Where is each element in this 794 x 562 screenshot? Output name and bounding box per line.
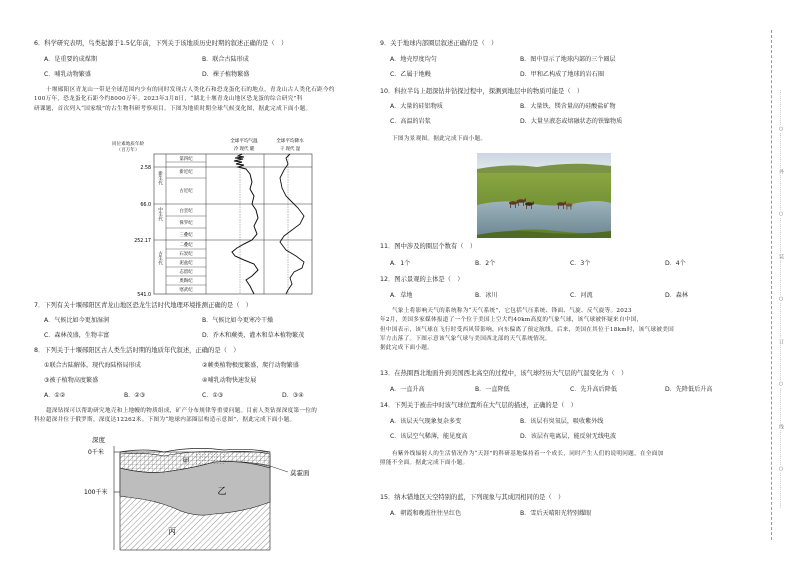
q9-option-a: A．地壳厚度均匀 xyxy=(390,56,437,63)
depth-label: 深度 xyxy=(92,436,105,444)
period-label: 白垩纪 xyxy=(179,209,193,214)
chart-ylabel xyxy=(112,140,145,153)
age-label: 66.0 xyxy=(140,203,151,208)
q8-item-2: ②蕨类植物极度繁盛，爬行动物繁盛 xyxy=(202,362,299,369)
age-label: 541.0 xyxy=(137,293,151,296)
period-label: 二叠纪 xyxy=(179,243,193,248)
passage-line: 气象上将影响天气的系统称为“天气系统”，它包括气压系统、锋面、气旋、反气旋等。2023 xyxy=(392,308,632,314)
q10-stem: 10．科拉半岛上超深钻井钻探过程中，探测到地层中的物质可能是（ ） xyxy=(380,88,584,95)
period-label: 古近纪 xyxy=(179,189,193,194)
temp-label: 全球平均气温 xyxy=(230,139,258,144)
temperature-curve xyxy=(232,154,258,294)
q12-option-c: C．河流 xyxy=(570,292,593,299)
precipitation-curve xyxy=(280,154,304,294)
period-label: 第四纪 xyxy=(179,157,193,162)
label-jia: 甲 xyxy=(182,457,190,465)
q8-item-3: ③被子植物高度繁盛 xyxy=(44,377,99,384)
q8-item-4: ④哺乳动物快速发展 xyxy=(202,377,257,384)
period-label: 奥陶纪 xyxy=(179,279,193,284)
era-label: 中生代 xyxy=(157,207,163,221)
passage-line: 但中国表示，该气球在飞行时受西风带影响，向东偏离了预定航线。后来，美国在其位于18km时，该气球被美国 xyxy=(380,326,675,333)
q8-stem: 8．下列关于十堰郧阳区古人类生活时期的地质年代叙述，正确的是（ ） xyxy=(34,347,240,354)
q6-option-c: C．哺乳动物繁盛 xyxy=(44,71,91,78)
q11-option-a: A．1个 xyxy=(390,260,411,267)
q10-option-a: A．大量的硅铝物质 xyxy=(390,103,443,110)
prec-label: 全球平均降水 xyxy=(276,139,304,144)
q13-option-d: D．先降低后升高 xyxy=(665,386,713,393)
passage-line: 科拉超深井位于俄罗斯，深度达12262米。下图为“地球内部圈层构造示意图”，据此完成下面小题。 xyxy=(34,417,296,424)
photo-caption: 下图为景观图。据此完成下面小题。 xyxy=(392,136,487,142)
q7-option-d: D．乔木和蕨类，灌木和草本植物繁茂 xyxy=(202,332,305,339)
chart-ylabel-line: 同位素地质年龄 xyxy=(111,142,145,147)
passage-line: 研课题，首次列入“国家级”的古生物科研考察项目。下图为地质时期全球气候变化图，据此完成下面小题。 xyxy=(34,105,312,112)
passage-balloon xyxy=(380,307,745,353)
q11-stem: 11．图中涉及的圈层个数有（ ） xyxy=(380,243,477,250)
q7-option-b: B．气候比如今更寒冷干燥 xyxy=(202,317,274,324)
period-label: 志留纪 xyxy=(179,270,193,275)
period-label: 寒武纪 xyxy=(179,288,193,293)
q10-option-c: C．高温的岩浆 xyxy=(390,118,431,125)
q8-option-c: C．①③ xyxy=(202,392,224,399)
period-label: 泥盆纪 xyxy=(179,261,193,266)
temp-scale: 冷 现代 暖 xyxy=(233,147,255,152)
passage-line: 照能不全面。据此完成下面小题。 xyxy=(380,460,469,467)
q6-option-a: A．是重要的成煤期 xyxy=(44,56,97,63)
q14-stem: 14．下列关于被击中时该气球位置所在大气层的描述，正确的是（ ） xyxy=(380,402,577,409)
age-label: 252.17 xyxy=(134,239,151,244)
passage-namtso xyxy=(380,450,745,469)
q14-option-d: D．该层有电离层，能反射无线电波 xyxy=(520,433,617,440)
q8-option-b: B．②③ xyxy=(124,392,146,399)
era-label: 古生代 xyxy=(157,251,163,265)
label-yi: 乙 xyxy=(217,487,227,497)
passage-line: 超深钻探可以帮助研究地壳和上地幔的物质组成，矿产分布规律等重要问题。目前人类钻探深度第一位的 xyxy=(46,408,318,414)
chart-frame xyxy=(154,154,312,294)
q10-option-d: D．大量呈液态或熔融状态的铁镍物质 xyxy=(520,118,623,125)
q7-stem: 7．下列有关十堰郧阳区青龙山地区恐龙生活时代地理环境推测正确的是（ ） xyxy=(34,302,253,309)
q13-option-c: C．先升高后降低 xyxy=(570,386,617,393)
crust-dots xyxy=(194,450,224,466)
q11-option-c: C．3个 xyxy=(570,260,591,267)
q6-option-d: D．裸子植物繁盛 xyxy=(202,71,250,78)
passage-qinglongshan xyxy=(34,86,335,114)
period-label: 三叠纪 xyxy=(179,233,193,238)
q8-item-1: ①联合古陆解体，现代海陆格局形成 xyxy=(44,362,141,369)
q13-option-b: B．一直降低 xyxy=(475,386,510,393)
period-label: 石炭纪 xyxy=(179,252,193,257)
passage-line: 年2月，美国多家媒体报道了一个位于美国上空大约40km高度的气象气球，该气球被怀疑来自中国， xyxy=(380,317,643,324)
q10-option-b: B．大量铁、镁含量高的硅酸盐矿物 xyxy=(520,103,616,110)
moho-pointer xyxy=(270,466,288,472)
prec-scale: 干 现代 湿 xyxy=(279,147,301,152)
q9-option-b: B．图中显示了地球内部的三个圈层 xyxy=(520,56,616,63)
earth-interior-diagram xyxy=(84,432,324,552)
label-bing: 丙 xyxy=(168,527,176,536)
q14-option-b: B．该层有臭氧层，吸收紫外线 xyxy=(520,418,604,425)
q6-stem: 6．科学研究表明，鸟类起源于1.5亿年前，下列关于该地质历史时期的叙述正确的是（ ） xyxy=(34,40,288,47)
q7-option-c: C．森林茂盛，生物丰富 xyxy=(44,332,110,339)
q15-option-b: B．雪后天晴阳光特别耀眼 xyxy=(520,510,592,517)
left-column xyxy=(34,0,374,562)
q9-option-c: C．乙属于地幔 xyxy=(390,71,431,78)
landscape-photo xyxy=(477,153,611,238)
period-label: 侏罗纪 xyxy=(179,221,193,226)
q8-option-a: A．①② xyxy=(44,392,66,399)
gutter-text: ………………○………………外………………○………………装………………○………………订………………○………………线………………○……………… xyxy=(778,90,784,509)
geologic-climate-chart xyxy=(94,134,334,296)
q13-stem: 13．在热圈西北地面升到美国西北高空的过程中，该气球经历大气层的气温变化为（ ） xyxy=(380,370,628,377)
q15-option-a: A．朝霞和晚霞往往呈红色 xyxy=(390,510,462,517)
q12-option-b: B．冰川 xyxy=(475,292,498,299)
passage-line: 据此完成下面小题。 xyxy=(380,345,434,352)
era-label: 新生代 xyxy=(157,171,163,185)
label-moho: 莫霍面 xyxy=(290,469,310,477)
q6-option-b: B．联合古陆形成 xyxy=(202,56,249,63)
q14-option-a: A．该层天气现象复杂多变 xyxy=(390,418,462,425)
passage-line: 十堰郧阳区青龙山一带是全球范围内少有的同时发现古人类化石和恐龙蛋化石的地点，青龙山古人类化石距今约 xyxy=(46,87,335,93)
q12-stem: 12．图示景观的主体是（ ） xyxy=(380,276,464,283)
chart-ylabel-line: （百万年） xyxy=(116,148,140,153)
period-label: 新近纪 xyxy=(179,170,193,175)
q12-option-d: D．森林 xyxy=(665,292,688,299)
passage-kola xyxy=(34,407,317,426)
passage-line: 军方击落了。下图示意该气象气球与美国西北部的天气系统情况。 xyxy=(380,335,551,342)
right-column xyxy=(380,0,745,562)
q12-option-a: A．草地 xyxy=(390,292,413,299)
q13-option-a: A．一直升高 xyxy=(390,386,425,393)
zero-km-label: 0千米 xyxy=(88,449,104,456)
q9-option-d: D．甲和乙构成了地球的岩石圈 xyxy=(520,71,604,78)
hundred-km-label: 100千米 xyxy=(84,489,108,496)
q11-option-b: B．2个 xyxy=(475,260,496,267)
q8-option-d: D．③④ xyxy=(282,392,304,399)
q15-stem: 15．纳木错地区天空特别的蓝，下列现象与其成因相同的是（ ） xyxy=(380,494,565,501)
q11-option-d: D．4个 xyxy=(665,260,686,267)
q9-stem: 9．关于地球内部圈层叙述正确的是（ ） xyxy=(380,40,498,47)
age-label: 2.58 xyxy=(140,166,151,171)
passage-line: 100万年，恐龙蛋化石距今约8000万年。2023年3月8日，“湖北十堰青龙山地区恐龙蛋的综合研究”科 xyxy=(34,96,303,103)
q7-option-a: A．气候比如今更加湿润 xyxy=(44,317,110,324)
passage-line: 有紫外线辐射人的生活情况作为“天涯”的科研基地保持着一个成长，同时产生人们的说明问题，在全面加 xyxy=(392,451,664,457)
binding-gutter xyxy=(757,30,787,540)
q14-option-c: C．该层空气稀薄，能见度高 xyxy=(390,433,468,440)
